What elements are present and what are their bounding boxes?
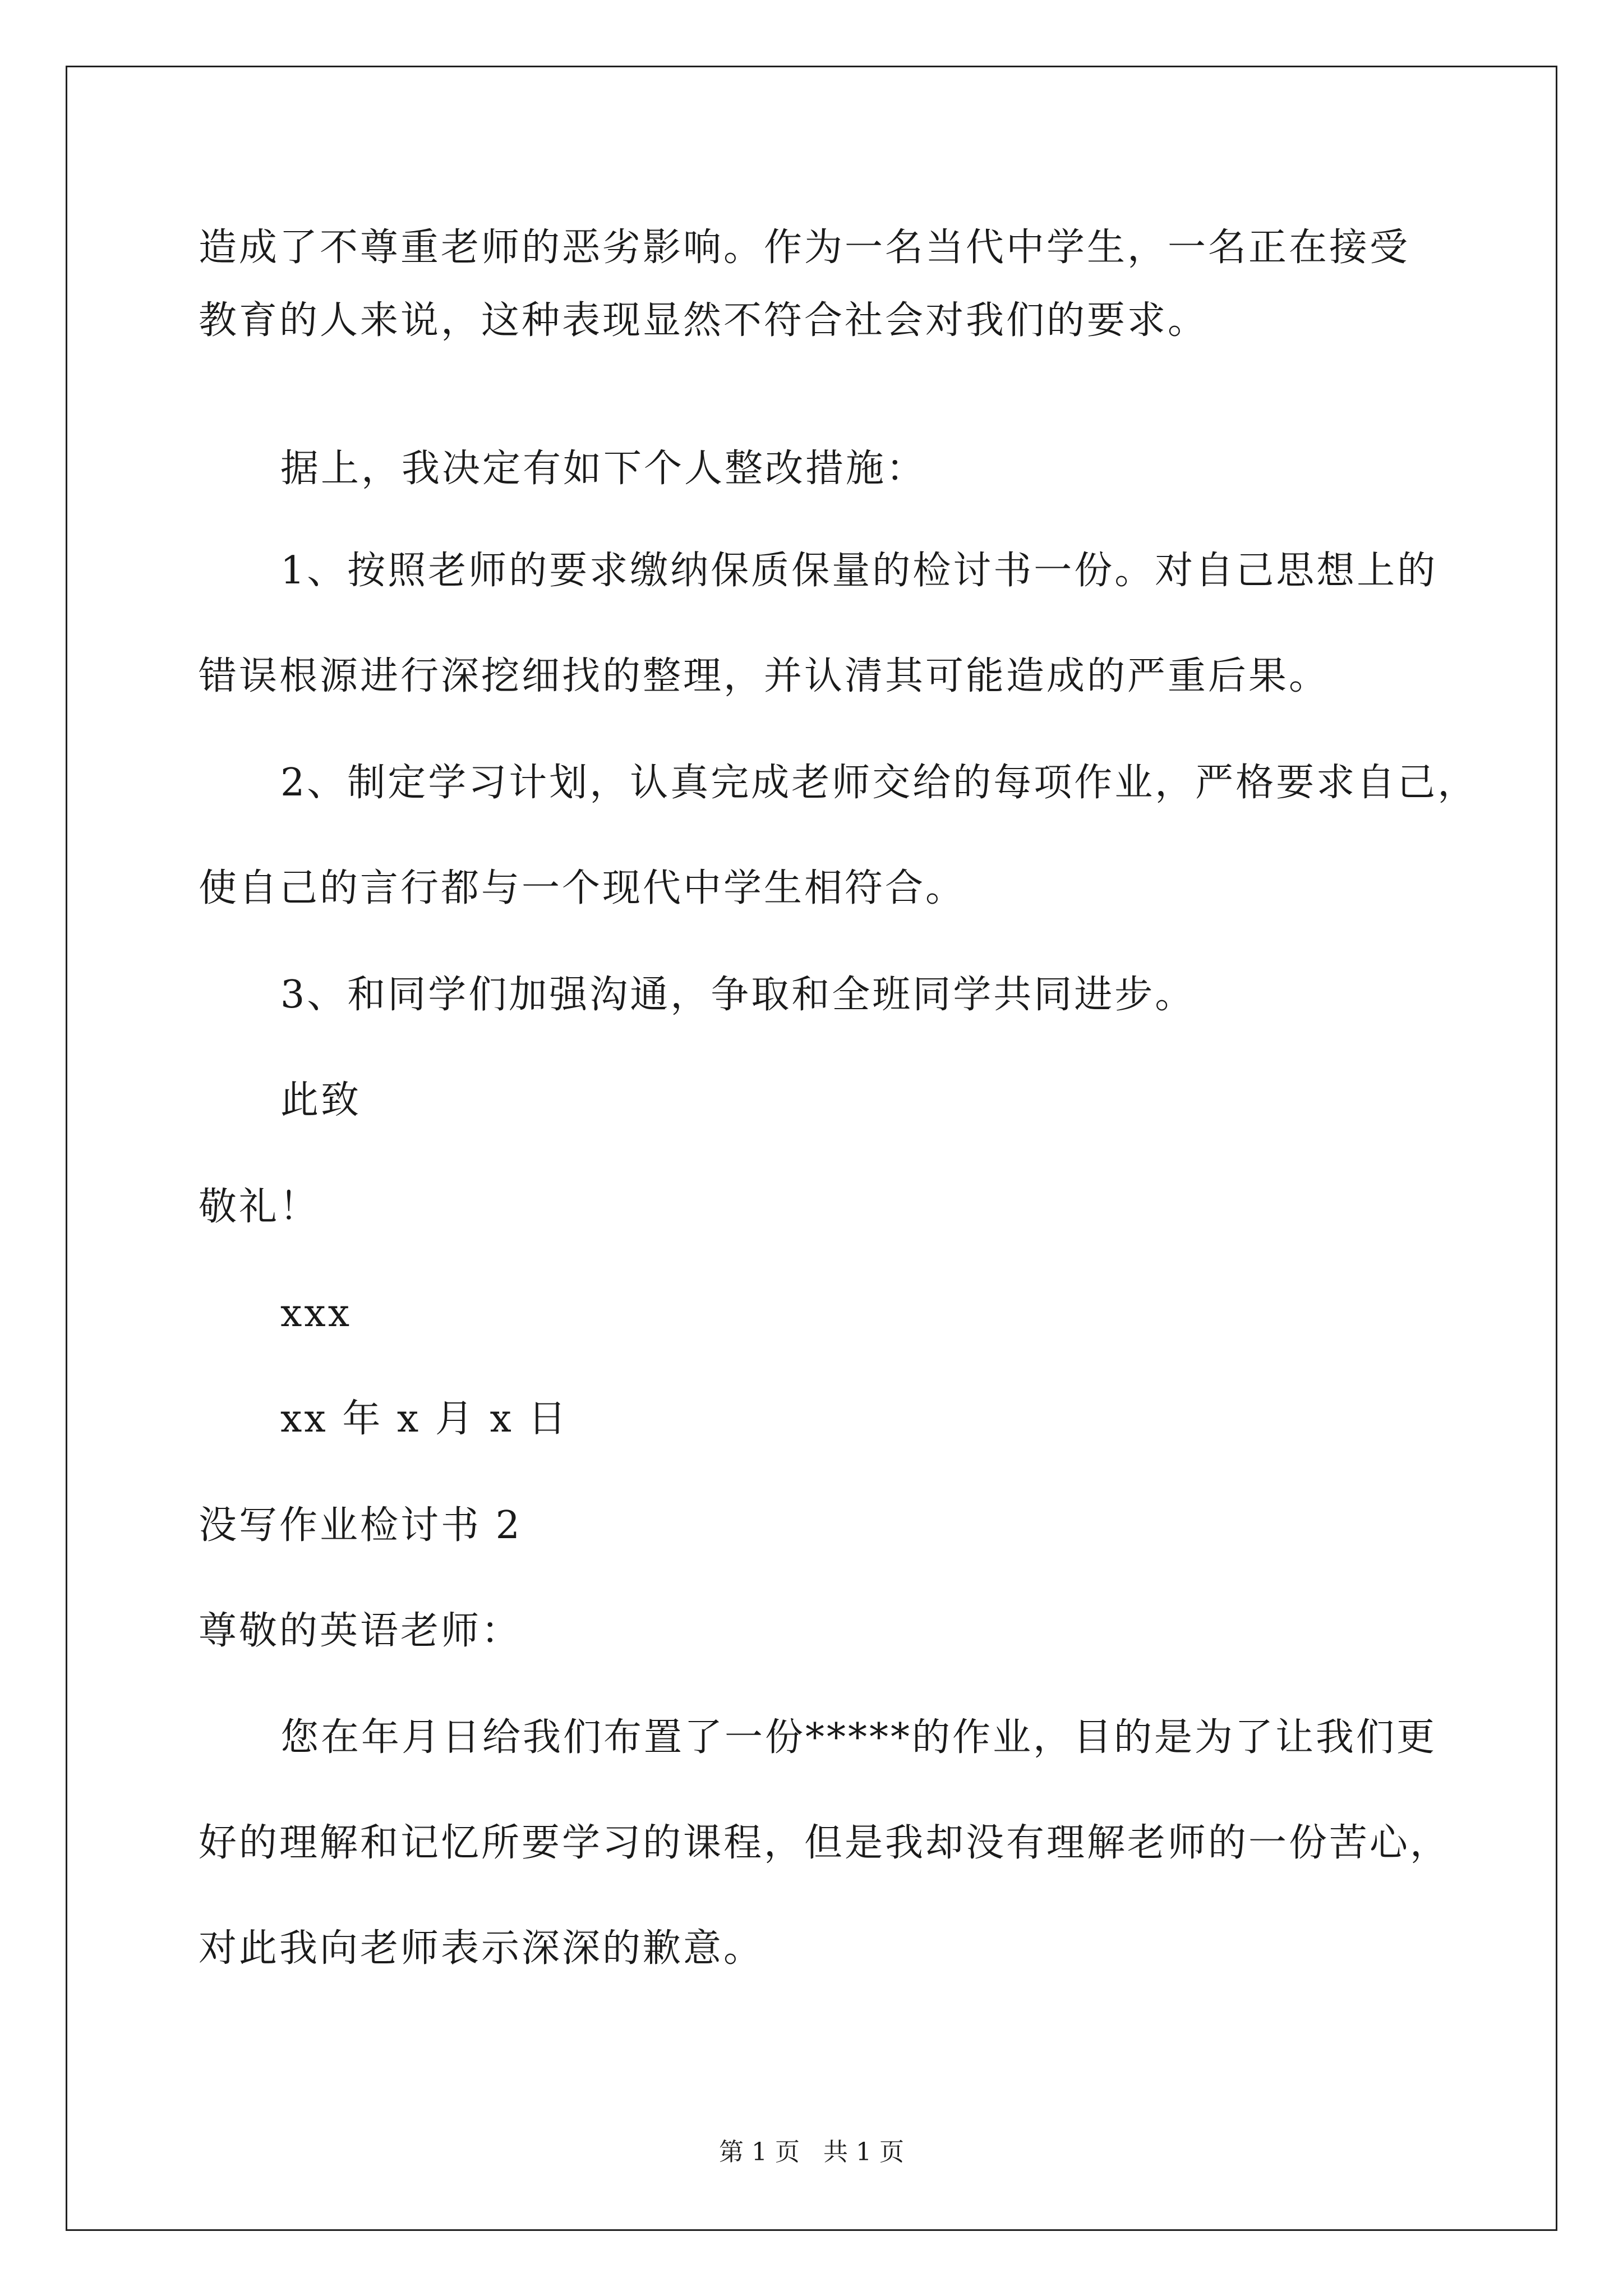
section-title: 没写作业检讨书 2: [199, 1503, 522, 1548]
page-footer: 第 1 页 共 1 页: [719, 2138, 904, 2166]
page-border: [66, 66, 1557, 2231]
body-line-3: 据上，我决定有如下个人整改措施：: [280, 447, 927, 491]
body-line-2: 教育的人来说，这种表现显然不符合社会对我们的要求。: [199, 298, 1209, 343]
signature-date: xx 年 x 月 x 日: [280, 1397, 569, 1441]
body-line-7: 使自己的言行都与一个现代中学生相符合。: [199, 866, 966, 910]
body-line-5: 错误根源进行深挖细找的整理，并认清其可能造成的严重后果。: [199, 654, 1330, 698]
body-line-8: 3、和同学们加强沟通，争取和全班同学共同进步。: [280, 973, 1196, 1017]
body-line-11: 对此我向老师表示深深的歉意。: [199, 1926, 764, 1971]
body-line-9: 您在年月日给我们布置了一份*****的作业，目的是为了让我们更: [280, 1715, 1437, 1760]
greeting-line: 尊敬的英语老师：: [199, 1609, 522, 1653]
salutation-line: 敬礼！: [199, 1185, 320, 1229]
body-line-10: 好的理解和记忆所要学习的课程，但是我却没有理解老师的一份苦心，: [199, 1821, 1451, 1865]
closing-line: 此致: [280, 1078, 362, 1122]
signature-name: xxx: [280, 1291, 352, 1336]
body-line-6: 2、制定学习计划，认真完成老师交给的每项作业，严格要求自己，: [280, 761, 1478, 805]
body-line-4: 1、按照老师的要求缴纳保质保量的检讨书一份。对自己思想上的: [280, 549, 1438, 593]
body-line-1: 造成了不尊重老师的恶劣影响。作为一名当代中学生，一名正在接受: [199, 226, 1410, 270]
